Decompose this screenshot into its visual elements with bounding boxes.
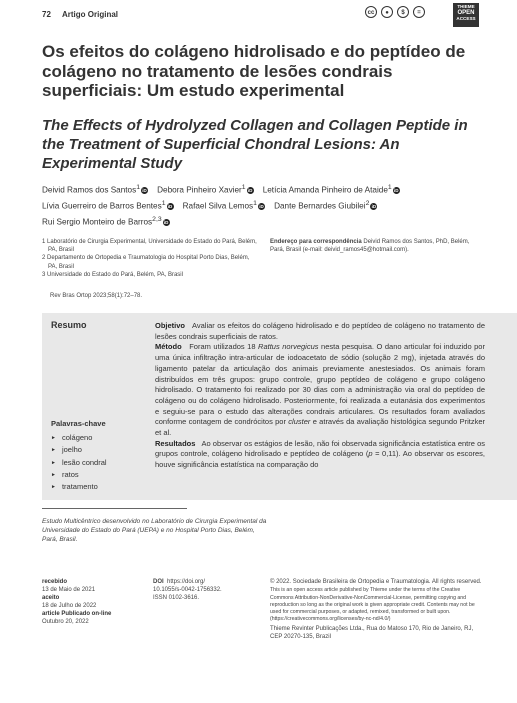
author-affil: 1 bbox=[387, 184, 392, 191]
copyright: © 2022. Sociedade Brasileira de Ortopedia e Traumatologia. All rights reserved. bbox=[270, 579, 482, 585]
keywords-title: Palavras-chave bbox=[51, 419, 106, 428]
doi-label: DOI bbox=[153, 579, 164, 585]
footnote-divider bbox=[42, 508, 187, 509]
author-affil: 2 bbox=[365, 200, 370, 208]
publisher: Thieme Revinter Publicações Ltda., Rua do Matoso 170, Rio de Janeiro, RJ, CEP 20270-135, Brazil bbox=[270, 625, 474, 640]
correspondence-text: Deivid Ramos dos Santos, PhD, Belém, Pará, Brasil (e-mail: deivid_ramos45@hotmail.com). bbox=[270, 239, 470, 254]
keyword-item: ► colágeno bbox=[51, 432, 107, 444]
author-affil: 1 bbox=[161, 200, 166, 208]
author-name: Rui Sergio Monteiro de Barros bbox=[42, 218, 153, 228]
objective-label: Objetivo bbox=[155, 321, 186, 330]
abstract-label: Resumo bbox=[51, 320, 87, 330]
author-affil: 2,3 bbox=[152, 216, 162, 224]
by-icon-glyph: ● bbox=[385, 10, 389, 16]
doi-link[interactable]: https://doi.org/ bbox=[167, 579, 206, 585]
method-text-c: e através da avaliação histológica segundo Pritzker et al. bbox=[155, 417, 485, 438]
author-name: Debora Pinheiro Xavier bbox=[157, 185, 242, 195]
author-affil: 1 bbox=[253, 200, 257, 208]
article-dates bbox=[42, 578, 137, 626]
nd-icon-glyph: = bbox=[417, 10, 421, 16]
keyword-item: ► lesão condral bbox=[51, 457, 107, 469]
orcid-icon[interactable]: iD bbox=[142, 187, 147, 193]
online-date: Outubro 20, 2022 bbox=[42, 619, 89, 625]
keywords-list bbox=[51, 432, 107, 493]
footnote: Estudo Multicêntrico desenvolvido no Laboratório de Cirurgia Experimental da Universidade do Estado do Pará (UEPA) e no Hospital Porto Dias, Belém, Pará, Brasil. bbox=[42, 518, 267, 543]
affiliation-item: 2 Departamento de Ortopedia e Traumatologia do Hospital Porto Dias, Belém, PA, Brasil bbox=[42, 255, 250, 270]
issn: ISSN 0102-3616. bbox=[153, 595, 200, 601]
affiliations bbox=[42, 238, 257, 279]
author-line-3 bbox=[42, 213, 482, 229]
nd-icon bbox=[413, 6, 425, 18]
orcid-icon[interactable]: iD bbox=[393, 187, 399, 193]
oa-line-3: ACCESS bbox=[456, 16, 476, 21]
keyword-item: ► ratos bbox=[51, 469, 107, 481]
author-name: Lívia Guerreiro de Barros Bentes bbox=[42, 201, 162, 211]
oa-line-1: THIEME bbox=[457, 4, 475, 9]
page-number: 72 bbox=[42, 10, 51, 19]
abstract-text bbox=[155, 321, 485, 471]
keyword-item: ► joelho bbox=[51, 444, 107, 456]
objective-text: Avaliar os efeitos do colágeno hidrolisado e do peptídeo de colágeno no tratamento de lesões condrais superficiais de ratos. bbox=[155, 321, 485, 341]
title-portuguese: Os efeitos do colágeno hidrolisado e do peptídeo de colágeno no tratamento de lesões condrais superficiais: Um estudo experimental bbox=[42, 42, 466, 100]
nc-icon-glyph: $ bbox=[401, 10, 405, 16]
orcid-icon[interactable]: iD bbox=[167, 203, 173, 209]
doi-line bbox=[153, 578, 263, 586]
online-label: article Publicado on-line bbox=[42, 611, 112, 617]
orcid-icon[interactable]: iD bbox=[259, 203, 264, 209]
abstract-method bbox=[155, 342, 485, 438]
keyword-item: ► tratamento bbox=[51, 481, 107, 493]
author-affil: 1 bbox=[241, 184, 246, 191]
orcid-icon[interactable]: iD bbox=[371, 203, 377, 209]
license-text: This is an open access article published by Thieme under the terms of the Creative Commons Attribution-NonDerivative-NonCommercial-License, permitting copying and reproduction so long as the original work is given appropriate credit. Contents may not be used for commercial purposes, or adapted, remixed, transformed or built upon. (https://creativecommons.org/licenses/by-nc-nd/4.0/) bbox=[270, 587, 475, 623]
received-date: 13 de Maio de 2021 bbox=[42, 587, 96, 593]
oa-line-2: OPEN bbox=[457, 10, 475, 16]
method-text-b: nesta pesquisa. O dano articular foi induzido por uma única infiltração intra-articular de iodoacetato de sódio (solução 2 mg), injetada através do ligamento patelar da articulação dos animais previamente anestesiados. Os animais foram distribuídos em três grupos: grupo controle, grupo peptídeo de colágeno e grupo colágeno hidrolisado. O tratamento foi realizado por 30 dias com a administração via oral do peptídeo de colágeno ou do colágeno hidrolisado. Posteriormente, foi realizada a eutanásia dos experimentos e seguiu-se para o estudo das alterações condrais articulares. Os resultados foram avaliados conforme contagem de condrócitos por bbox=[155, 342, 485, 427]
author-name: Deivid Ramos dos Santos bbox=[42, 185, 137, 195]
citation: Rev Bras Ortop 2023;58(1):72–78. bbox=[50, 293, 143, 299]
results-text-b: = 0,11). Ao observar os escores, houve significância estatística na comparação do bbox=[155, 449, 486, 470]
results-label: Resultados bbox=[155, 438, 196, 448]
author-affil: 1 bbox=[136, 184, 141, 191]
license-icons bbox=[365, 6, 425, 18]
method-text-a: Foram utilizados 18 bbox=[189, 342, 256, 352]
results-p: p bbox=[368, 449, 373, 459]
doi-block bbox=[153, 578, 263, 602]
nc-icon bbox=[397, 6, 409, 18]
results-text-a: Ao observar os estágios de lesão, não foi observada significância estatística entre os grupos controle, colágeno hidrolisado e peptídeo de colágeno ( bbox=[155, 438, 485, 459]
method-cluster: cluster bbox=[288, 417, 311, 427]
abstract-objective bbox=[155, 321, 485, 342]
method-species: Rattus norvegicus bbox=[258, 342, 319, 352]
author-name: Letícia Amanda Pinheiro de Ataide bbox=[262, 185, 388, 195]
abstract-results bbox=[155, 439, 485, 471]
author-line-2 bbox=[42, 197, 482, 213]
author-name: Rafael Silva Lemos bbox=[182, 201, 254, 211]
orcid-icon[interactable]: iD bbox=[247, 187, 253, 193]
orcid-icon[interactable]: iD bbox=[163, 220, 169, 226]
author-line-1 bbox=[42, 181, 482, 197]
rights-block bbox=[270, 578, 485, 641]
section-label: Artigo Original bbox=[62, 10, 118, 19]
doi-value[interactable]: 10.1055/s-0042-1756332. bbox=[153, 587, 222, 593]
accepted-date: 18 de Julho de 2022 bbox=[42, 603, 97, 609]
title-english: The Effects of Hydrolyzed Collagen and Collagen Peptide in the Treatment of Superficial Chondral Lesions: An Experimental Study bbox=[42, 117, 468, 172]
author-name: Dante Bernardes Giubilei bbox=[274, 201, 366, 211]
cc-icon: cc bbox=[365, 6, 377, 18]
affiliation-item: 3 Universidade do Estado do Pará, Belém, PA, Brasil bbox=[42, 271, 183, 278]
correspondence-label: Endereço para correspondência bbox=[270, 239, 362, 245]
correspondence bbox=[270, 238, 485, 254]
received-label: recebido bbox=[42, 579, 68, 585]
affiliation-item: 1 Laboratório de Cirurgia Experimental, Universidade do Estado do Pará, Belém, PA, Brasil bbox=[42, 239, 257, 254]
by-icon bbox=[381, 6, 393, 18]
author-list bbox=[42, 181, 482, 229]
accepted-label: aceito bbox=[42, 595, 60, 601]
method-label: Método bbox=[155, 342, 182, 352]
open-access-badge[interactable] bbox=[453, 3, 479, 27]
